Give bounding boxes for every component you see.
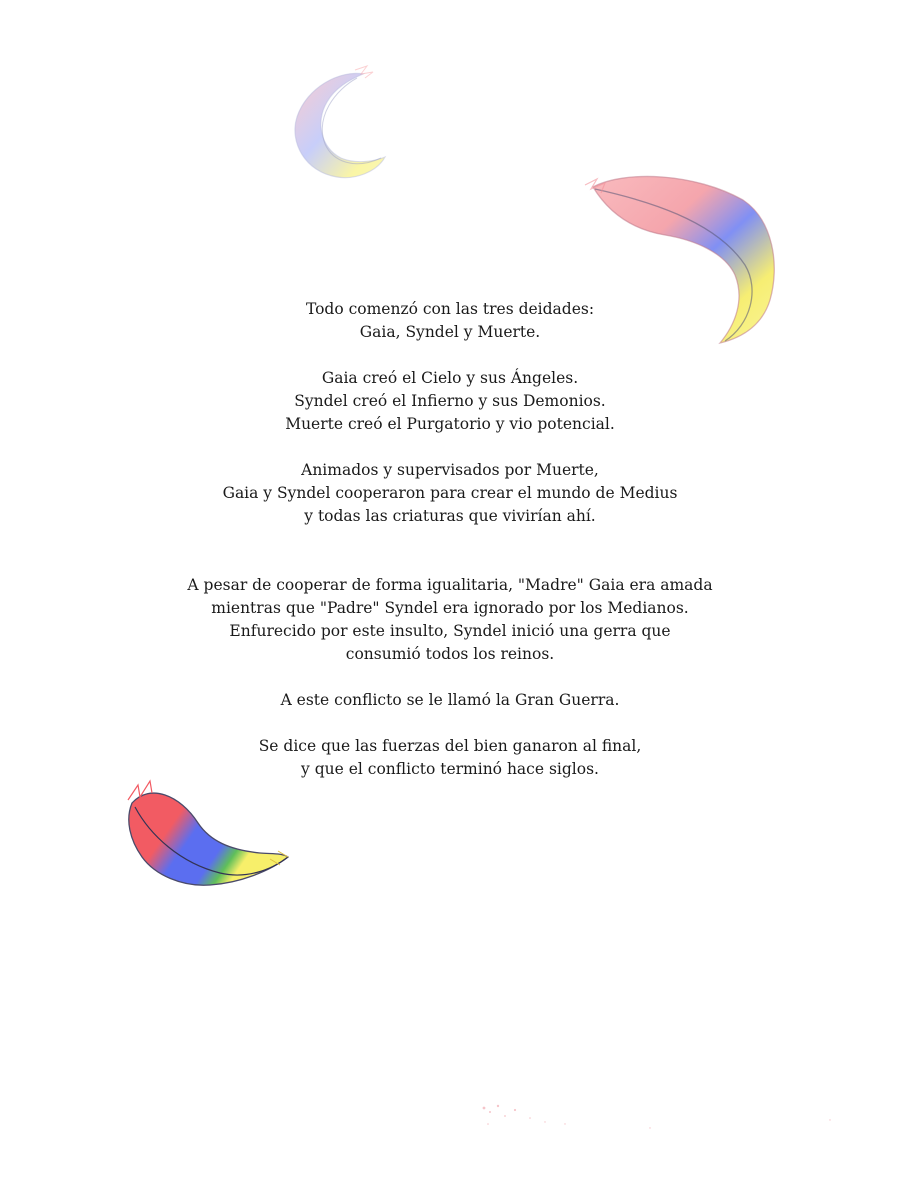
stanza xyxy=(150,735,750,781)
story-line: consumió todos los reinos. xyxy=(345,645,555,663)
story-line: mientras que "Padre" Syndel era ignorado por los Medianos. xyxy=(211,599,689,617)
story-line: y todas las criaturas que vivirían ahí. xyxy=(304,507,596,525)
story-line: Gaia creó el Cielo y sus Ángeles. xyxy=(321,369,579,387)
story-line: Gaia y Syndel cooperaron para crear el mundo de Medius xyxy=(222,484,678,502)
story-line: Todo comenzó con las tres deidades: xyxy=(305,300,595,318)
stanza xyxy=(150,367,750,436)
story-line: Se dice que las fuerzas del bien ganaron al final, xyxy=(258,737,642,755)
story-line: Enfurecido por este insulto, Syndel inició una gerra que xyxy=(229,622,671,640)
story-line: Animados y supervisados por Muerte, xyxy=(301,461,599,479)
story-line: A pesar de cooperar de forma igualitaria, "Madre" Gaia era amada xyxy=(187,576,713,594)
story-text xyxy=(150,298,750,804)
story-line: Syndel creó el Infierno y sus Demonios. xyxy=(294,392,606,410)
feather-icon xyxy=(285,62,400,187)
stanza xyxy=(150,689,750,712)
story-line: y que el conflicto terminó hace siglos. xyxy=(301,760,599,778)
stanza xyxy=(150,574,750,666)
story-line: Muerte creó el Purgatorio y vio potencial. xyxy=(285,415,615,433)
stanza xyxy=(150,298,750,344)
story-line: A este conflicto se le llamó la Gran Guerra. xyxy=(280,691,620,709)
story-line: Gaia, Syndel y Muerte. xyxy=(359,323,541,341)
decorative-specks xyxy=(470,1098,840,1138)
stanza xyxy=(150,459,750,528)
